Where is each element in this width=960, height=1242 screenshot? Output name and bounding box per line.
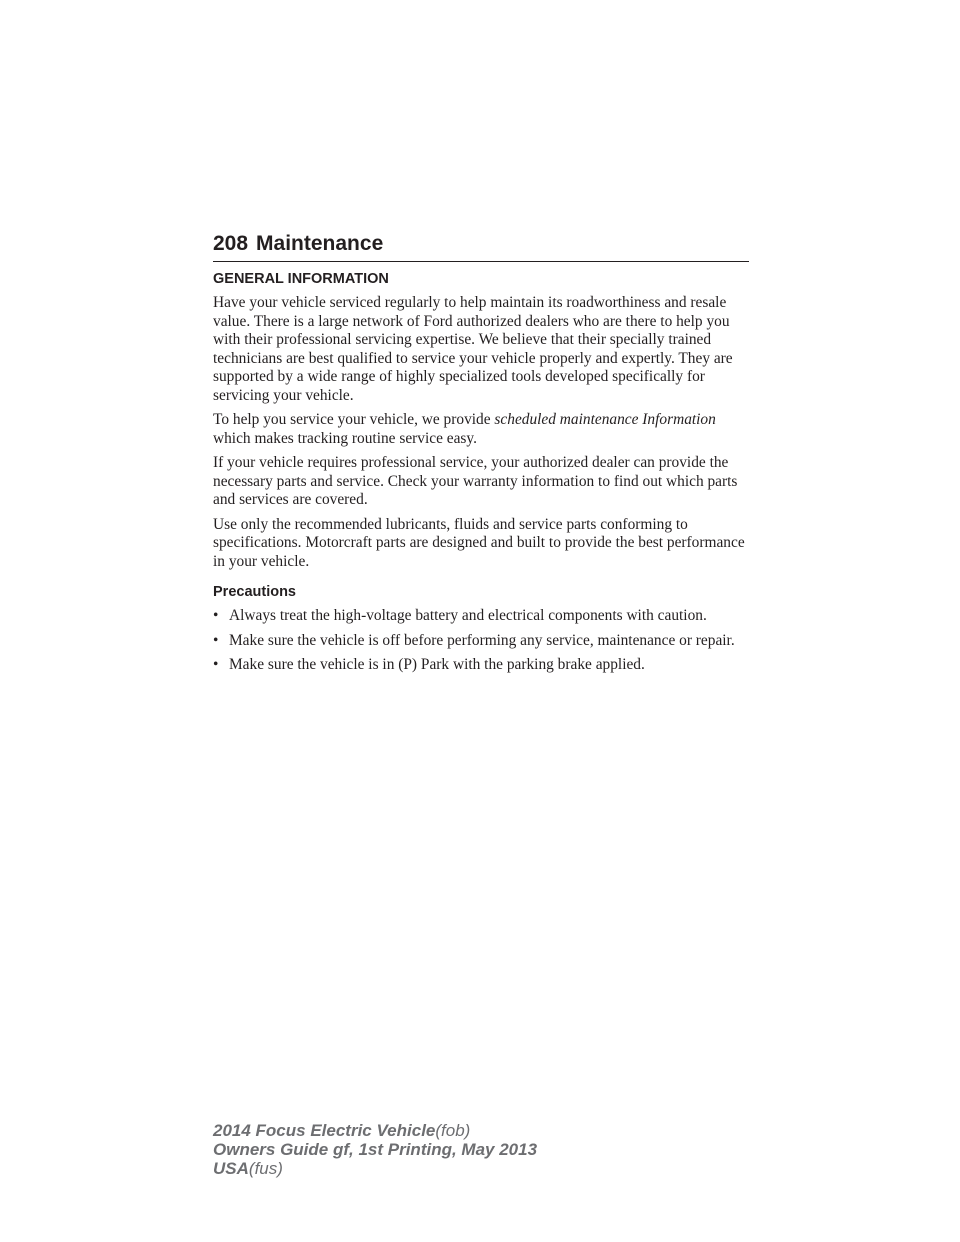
bullet-icon: • bbox=[213, 631, 219, 649]
document-footer bbox=[213, 1121, 537, 1178]
footer-line-printing: Owners Guide gf, 1st Printing, May 2013 bbox=[213, 1140, 538, 1159]
precautions-list bbox=[213, 607, 753, 675]
page-number: 208 bbox=[213, 232, 249, 255]
page-content bbox=[213, 270, 753, 681]
paragraph-text: which makes tracking routine service easy. bbox=[213, 429, 477, 447]
paragraph-text: To help you service your vehicle, we provide bbox=[213, 411, 495, 428]
list-item-text: Always treat the high-voltage battery and electrical components with caution. bbox=[229, 607, 707, 624]
list-item-text: Make sure the vehicle is off before performing any service, maintenance or repair. bbox=[229, 631, 735, 649]
list-item bbox=[213, 656, 753, 675]
list-item-text: Make sure the vehicle is in (P) Park with the parking brake applied. bbox=[229, 656, 645, 673]
bullet-icon: • bbox=[213, 607, 219, 624]
paragraph-servicing: Have your vehicle serviced regularly to help maintain its roadworthiness and resale value. There is a large network of Ford authorized dealers who are there to help you with their professional servicing expertise. We believe that their specially trained technicians are best qualified to service your vehicle properly and expertly. They are supported by a wide range of highly specialized tools developed specifically for servicing your vehicle. bbox=[213, 294, 733, 404]
precautions-heading: Precautions bbox=[213, 584, 296, 600]
paragraph-professional-service: If your vehicle requires professional service, your authorized dealer can provide the necessary parts and service. Check your warranty information to find out which parts and services are covered. bbox=[213, 454, 738, 508]
market-code: (fus) bbox=[248, 1159, 283, 1178]
vehicle-code: (fob) bbox=[435, 1121, 471, 1140]
paragraph-parts: Use only the recommended lubricants, fluids and service parts conforming to specifications. Motorcraft parts are designed and built to provide the best performance in your vehicle. bbox=[213, 515, 745, 570]
footer-line-vehicle bbox=[213, 1121, 537, 1140]
scheduled-maintenance-reference: scheduled maintenance Information bbox=[494, 411, 716, 428]
vehicle-name: 2014 Focus Electric Vehicle bbox=[213, 1121, 436, 1140]
section-heading: GENERAL INFORMATION bbox=[213, 271, 389, 287]
page-header bbox=[213, 230, 749, 262]
paragraph-scheduled-maintenance bbox=[213, 411, 753, 448]
list-item bbox=[213, 632, 753, 651]
market-name: USA bbox=[213, 1159, 249, 1178]
list-item bbox=[213, 607, 753, 626]
footer-line-market bbox=[213, 1159, 537, 1178]
chapter-title: Maintenance bbox=[256, 232, 384, 255]
bullet-icon: • bbox=[213, 656, 219, 673]
